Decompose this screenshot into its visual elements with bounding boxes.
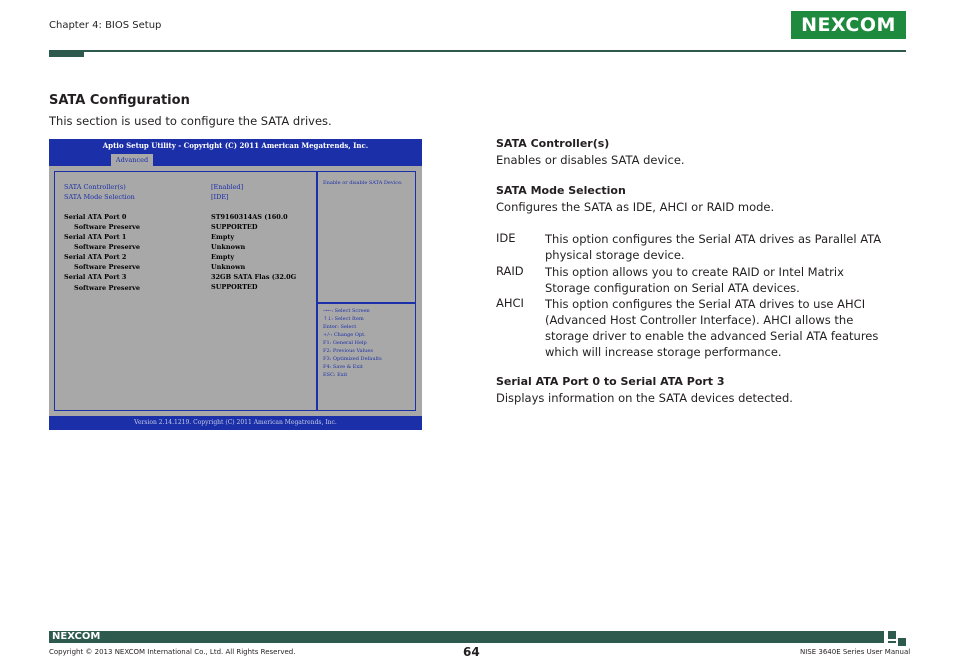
option-desc-ide: This option configures the Serial ATA drives as Parallel ATA physical storage device. — [545, 232, 882, 262]
footer-bar — [49, 631, 884, 643]
bios-row-label: Serial ATA Port 2 — [64, 253, 127, 261]
bios-row-value: SUPPORTED — [211, 283, 258, 291]
bios-keys-panel — [317, 303, 416, 411]
nexcom-logo: NEXCOM — [791, 11, 906, 39]
controller-heading: SATA Controller(s) — [496, 137, 610, 150]
bios-row-value: 32GB SATA Flas (32.0G — [211, 273, 297, 281]
bios-row-label: Serial ATA Port 1 — [64, 233, 127, 241]
bios-row-value[interactable]: [Enabled] — [211, 183, 244, 191]
bios-row-value: Unknown — [211, 243, 246, 251]
bios-key-hint: ESC: Exit — [323, 372, 348, 378]
bios-row-value: Unknown — [211, 263, 246, 271]
footer-square-icon — [888, 631, 896, 639]
bios-row-value: SUPPORTED — [211, 223, 258, 231]
bios-row-label[interactable]: SATA Controller(s) — [64, 183, 126, 191]
chapter-label: Chapter 4: BIOS Setup — [49, 20, 162, 31]
bios-key-hint: Enter: Select — [323, 324, 357, 330]
option-key-ide: IDE — [496, 231, 516, 245]
bios-row-label: Software Preserve — [74, 243, 141, 251]
manual-title: NISE 3640E Series User Manual — [800, 648, 911, 656]
mode-heading: SATA Mode Selection — [496, 184, 626, 197]
bios-row-label[interactable]: SATA Mode Selection — [64, 193, 135, 201]
bios-tab-advanced[interactable]: Advanced — [111, 154, 153, 166]
bios-help-panel — [317, 171, 416, 303]
bios-row-label: Serial ATA Port 0 — [64, 213, 127, 221]
bios-row-label: Software Preserve — [74, 284, 141, 292]
header-accent-block — [49, 50, 84, 57]
bios-version-bar: Version 2.14.1219. Copyright (C) 2011 American Megatrends, Inc. — [49, 416, 422, 430]
bios-key-hint: +/-: Change Opt. — [323, 332, 366, 338]
bios-key-hint: F4: Save & Exit — [323, 364, 363, 370]
bios-key-hint: F2: Previous Values — [323, 348, 373, 354]
footer-logo: NEXCOM — [52, 631, 101, 642]
section-intro: This section is used to configure the SATA drives. — [49, 114, 332, 128]
bios-row-value: Empty — [211, 253, 235, 261]
bios-row-label: Software Preserve — [74, 263, 141, 271]
page-number: 64 — [463, 645, 480, 659]
bios-key-hint: F1: General Help — [323, 340, 367, 346]
bios-row-value: ST9160314AS (160.0 — [211, 213, 288, 221]
bios-key-hint: F3: Optimized Defaults — [323, 356, 382, 362]
ports-heading: Serial ATA Port 0 to Serial ATA Port 3 — [496, 375, 725, 388]
bios-tab-bar — [49, 153, 422, 166]
section-title: SATA Configuration — [49, 93, 190, 108]
bios-row-value: Empty — [211, 233, 235, 241]
bios-screenshot — [49, 139, 422, 430]
option-key-ahci: AHCI — [496, 296, 524, 310]
bios-title-bar: Aptio Setup Utility - Copyright (C) 2011 American Megatrends, Inc. — [49, 139, 422, 153]
bios-settings-panel — [54, 171, 317, 411]
footer-square-icon — [898, 638, 906, 646]
footer-copyright: Copyright © 2013 NEXCOM International Co., Ltd. All Rights Reserved. — [49, 648, 296, 656]
ports-description: Displays information on the SATA devices detected. — [496, 391, 793, 405]
option-key-raid: RAID — [496, 264, 524, 278]
bios-row-value[interactable]: [IDE] — [211, 193, 229, 201]
controller-description: Enables or disables SATA device. — [496, 153, 685, 167]
mode-description: Configures the SATA as IDE, AHCI or RAID mode. — [496, 200, 775, 214]
footer-square-icon — [888, 641, 896, 643]
option-desc-ahci: This option configures the Serial ATA drives to use AHCI (Advanced Host Controller Interface). AHCI allows the storage driver to enable the advanced Serial ATA features which will increase storage performance. — [545, 297, 879, 359]
bios-key-hint: ↑↓: Select Item — [323, 316, 364, 322]
bios-help-text: Enable or disable SATA Device. — [323, 180, 403, 186]
header-rule — [49, 50, 906, 52]
bios-key-hint: →←: Select Screen — [323, 308, 370, 314]
bios-row-label: Software Preserve — [74, 223, 141, 231]
bios-row-label: Serial ATA Port 3 — [64, 273, 127, 281]
option-desc-raid: This option allows you to create RAID or Intel Matrix Storage configuration on Serial ATA devices. — [545, 265, 844, 295]
